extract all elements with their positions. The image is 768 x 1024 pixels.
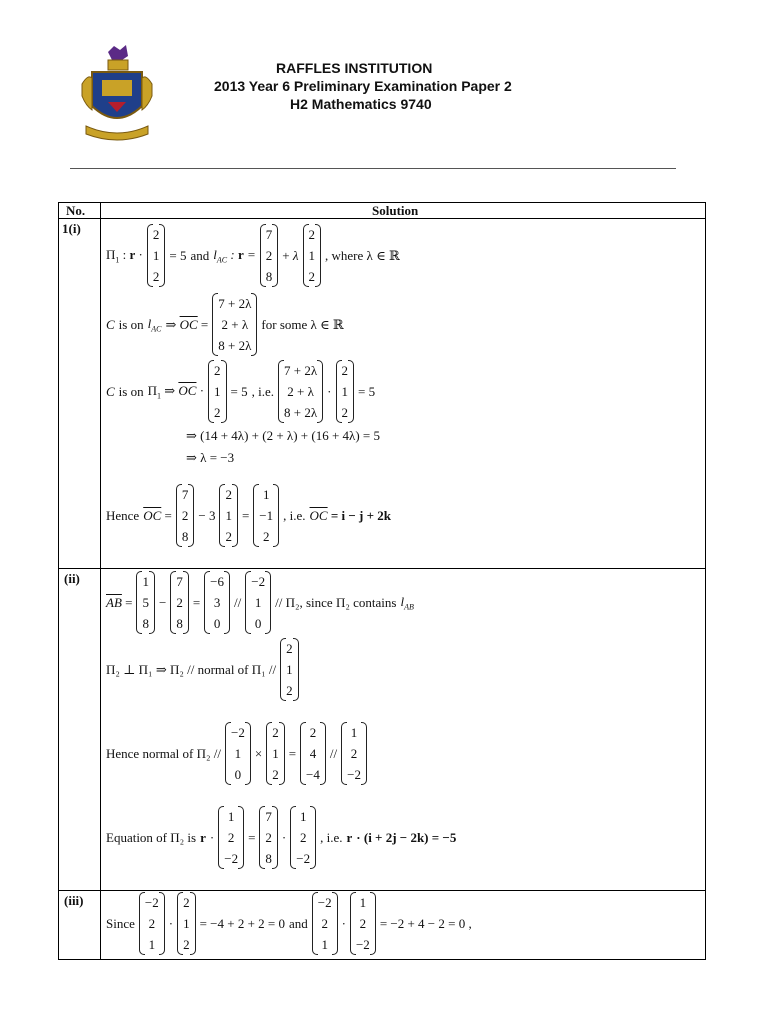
header-divider	[70, 168, 676, 169]
ab-eq: $\overline{AB}$ =	[106, 594, 133, 610]
plane-result: · (i + 2j − 2k) = −5	[356, 829, 457, 845]
perp-text: Π₂ ⊥ Π₁ ⇒ Π₂ // normal of Π₁ //	[106, 661, 277, 677]
plane-pi2-equation: Equation of Π₂ is r · 1 2 −2 = 7 2 8 · 1 2 −2 , i.e. r · (i + 2j − 2k) = −5	[106, 806, 456, 869]
vector-b: 1 5 8	[136, 571, 155, 634]
vector-n1-e: 2 1 2	[280, 638, 299, 701]
vector-d3: −2 2 1	[139, 892, 165, 955]
hence-text: Hence	[106, 507, 140, 523]
point-c: C	[106, 316, 115, 332]
line-lac-ref: $l_{AC}$	[147, 315, 162, 334]
vector-ab-dir-2: −2 1 0	[225, 722, 251, 785]
vector-a-4: 7 2 8	[259, 806, 278, 869]
vector-oc: 1 −1 2	[253, 484, 279, 547]
vector-n1-b: 2 1 2	[208, 360, 227, 423]
is-on-text-2: is on	[118, 383, 144, 399]
where-text: , where λ ∈ ℝ	[325, 247, 400, 263]
pi1-symbol: $\Pi_1$ : r ·	[106, 246, 143, 265]
ie-text-2: , i.e.	[283, 507, 306, 523]
row-divider-iii	[58, 890, 706, 891]
vector-n1-c: 2 1 2	[336, 360, 355, 423]
vector-ab: −6 3 0	[204, 571, 230, 634]
dot-result-2: = −2 + 4 − 2 = 0 ,	[379, 915, 472, 931]
column-divider	[100, 202, 101, 960]
vector-n1-f: 2 1 2	[266, 722, 285, 785]
eq5-a: = 5	[230, 383, 248, 399]
plus-lambda: + λ	[282, 247, 299, 263]
point-c-2: C	[106, 383, 115, 399]
pi1-ref: $\Pi_1$ ⇒ $\overline{OC}$ ·	[147, 382, 205, 401]
vector-oc-general: 7 + 2λ 2 + λ 8 + 2λ	[212, 293, 257, 356]
vector-a-2: 7 2 8	[176, 484, 195, 547]
oc-ijk: $\overline{OC} = i - j + 2k$	[309, 507, 391, 523]
lambda-value: ⇒ λ = −3	[186, 450, 235, 465]
perpendicular-planes	[106, 638, 299, 701]
implies-oc: ⇒ $\overline{OC}$ =	[165, 316, 209, 332]
c-on-plane: C is on $\Pi_1$ ⇒ $\overline{OC}$ · 2 1 2 = 5 , i.e. 7 + 2λ 2 + λ 8 + 2λ · 2 1 2 = 5	[106, 360, 375, 423]
vector-n2: 1 2 −2	[341, 722, 367, 785]
vector-n1: 2 1 2	[147, 224, 166, 287]
line-lac-label: $l_{AC}$ : r =	[213, 246, 256, 265]
vector-d3-b: −2 2 1	[312, 892, 338, 955]
oc-result: Hence $\overline{OC}$ = 7 2 8 − 3 2 1 2 = 1 −1 2 , i.e. $\overline{OC} = i - j + 2k$	[106, 484, 391, 547]
and-text: and	[190, 247, 210, 263]
vector-n1-g: 2 1 2	[177, 892, 196, 955]
oc-eq: $\overline{OC}$ =	[143, 507, 172, 523]
plane-and-line-equations	[106, 224, 400, 287]
vector-n2-b: 1 2 −2	[218, 806, 244, 869]
part-label-1i: 1(i)	[62, 221, 81, 236]
plane-constant: = 5	[169, 247, 187, 263]
part-label-iii: (iii)	[64, 893, 84, 908]
since-contains-text: // Π₂, since Π₂ contains	[275, 594, 397, 610]
dot-products-iii: Since −2 2 1 · 2 1 2 = −4 + 2 + 2 = 0 and −2 2 1 · 1 2 −2 = −2 + 4 − 2 = 0 ,	[106, 892, 472, 955]
expanded-equation: ⇒ (14 + 4λ) + (2 + λ) + (16 + 4λ) = 5	[186, 428, 381, 443]
normal-pi2: Hence normal of Π₂ // −2 1 0 × 2 1 2 = 2 4 −4 // 1 2 −2	[106, 722, 367, 785]
minus-3: − 3	[198, 507, 216, 523]
part-label-ii: (ii)	[64, 571, 80, 586]
row-divider-ii	[58, 568, 706, 569]
vector-n1-dir: 2 1 2	[303, 224, 322, 287]
vector-n2-d: 1 2 −2	[350, 892, 376, 955]
is-on-text: is on	[118, 316, 144, 332]
column-header-solution: Solution	[372, 203, 419, 218]
for-some-text: for some λ ∈ ℝ	[261, 316, 344, 332]
vector-n2-c: 1 2 −2	[290, 806, 316, 869]
vector-a: 7 2 8	[260, 224, 279, 287]
vector-oc-general-2: 7 + 2λ 2 + λ 8 + 2λ	[278, 360, 323, 423]
subject-title: H2 Mathematics 9740	[290, 96, 432, 112]
vector-n1-d: 2 1 2	[219, 484, 238, 547]
eq5-b: = 5	[358, 383, 376, 399]
ie-text-3: , i.e.	[320, 829, 343, 845]
vector-ab-dir: −2 1 0	[245, 571, 271, 634]
and-text-2: and	[289, 915, 308, 931]
school-name: RAFFLES INSTITUTION	[276, 60, 433, 76]
raffles-crest-logo	[78, 44, 156, 146]
hence-normal-text: Hence normal of Π₂ //	[106, 745, 221, 761]
vector-a-3: 7 2 8	[170, 571, 189, 634]
c-on-line	[106, 293, 344, 356]
ie-text: , i.e.	[251, 383, 275, 399]
ab-vector: $\overline{AB}$ = 1 5 8 − 7 2 8 = −6 3 0 // −2 1 0 // Π₂, since Π₂ contains $l_{AB}$	[106, 571, 414, 634]
vector-n2-raw: 2 4 −4	[300, 722, 326, 785]
eq-of-plane-text: Equation of Π₂ is	[106, 829, 197, 845]
column-header-no: No.	[66, 203, 86, 218]
dot-result-1: = −4 + 2 + 2 = 0	[199, 915, 285, 931]
since-text: Since	[106, 915, 135, 931]
line-lab-ref: $l_{AB}$	[400, 593, 414, 612]
exam-title: 2013 Year 6 Preliminary Examination Paper 2	[214, 78, 512, 94]
